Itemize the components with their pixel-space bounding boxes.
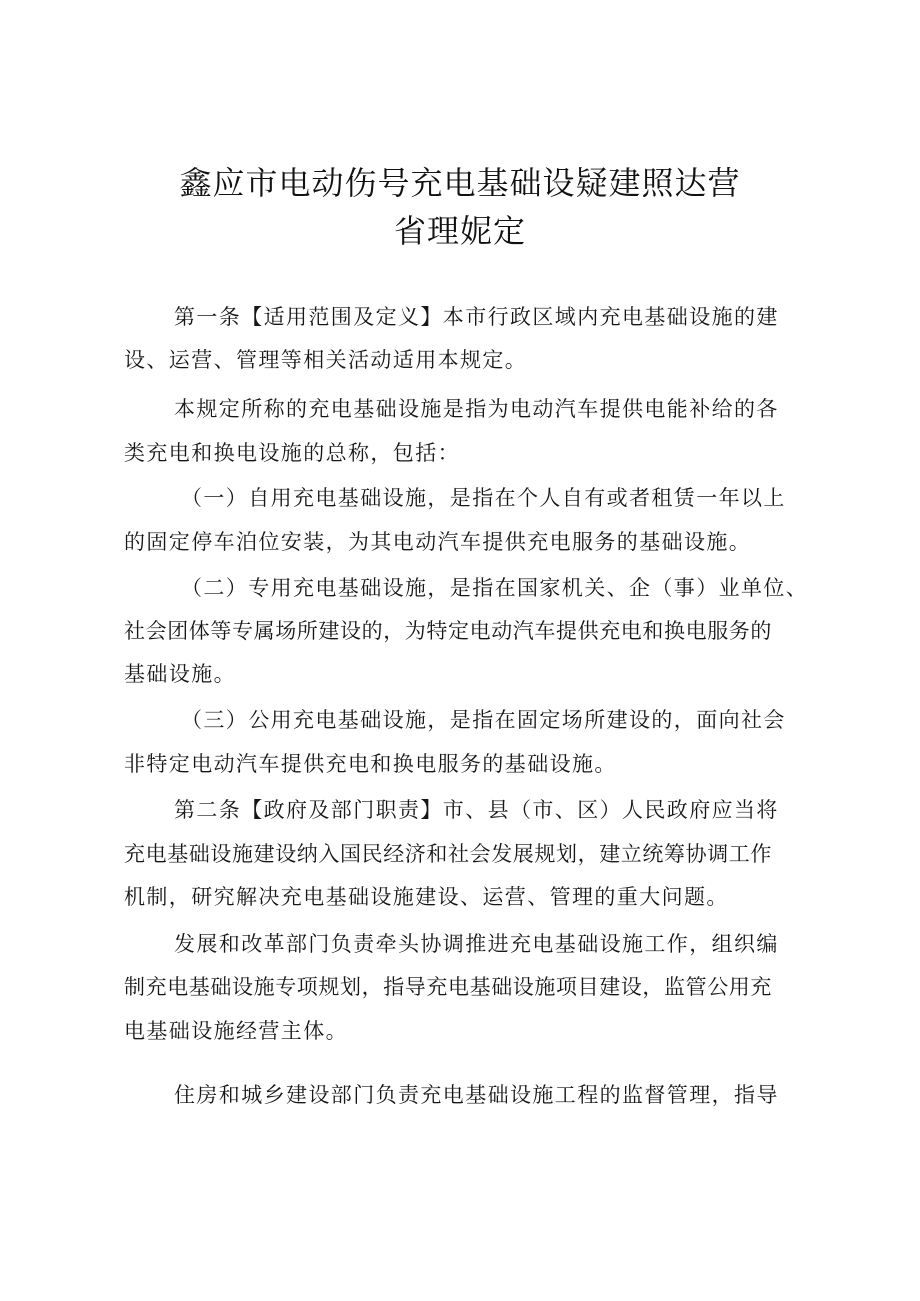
paragraph-line: （三）公用充电基础设施，是指在固定场所建设的，面向社会 xyxy=(181,708,786,732)
paragraph-line: 社会团体等专属场所建设的，为特定电动汽车提供充电和换电服务的 xyxy=(124,619,772,643)
paragraph-line: 机制，研究解决充电基础设施建设、运营、管理的重大问题。 xyxy=(124,885,729,909)
paragraph-line: 制充电基础设施专项规划，指导充电基础设施项目建设，监管公用充 xyxy=(124,975,772,999)
document-title-line-2: 省理妮定 xyxy=(393,212,526,250)
paragraph-line: （一）自用充电基础设施，是指在个人自有或者租赁一年以上 xyxy=(181,486,786,510)
paragraph-line: 的固定停车泊位安装，为其电动汽车提供充电服务的基础设施。 xyxy=(124,530,752,554)
paragraph-line: 第二条【政府及部门职责】市、县（市、区）人民政府应当将 xyxy=(174,798,779,822)
paragraph-line: 住房和城乡建设部门负责充电基础设施工程的监督管理，指导 xyxy=(174,1083,779,1107)
document-title-line-1: 鑫应市电动伤号充电基础设疑建照达营 xyxy=(179,164,741,202)
paragraph-line: 电基础设施经营主体。 xyxy=(124,1019,348,1043)
paragraph-line: （二）专用充电基础设施，是指在国家机关、企（事）业单位、 xyxy=(181,576,809,600)
paragraph-line: 本规定所称的充电基础设施是指为电动汽车提供电能补给的各 xyxy=(174,397,779,421)
paragraph-line: 基础设施。 xyxy=(124,662,236,686)
paragraph-line: 设、运营、管理等相关活动适用本规定。 xyxy=(124,348,528,372)
paragraph-line: 充电基础设施建设纳入国民经济和社会发展规划，建立统筹协调工作 xyxy=(124,842,772,866)
paragraph-line: 类充电和换电设施的总称，包括： xyxy=(124,441,460,465)
paragraph-line: 第一条【适用范围及定义】本市行政区域内充电基础设施的建 xyxy=(174,305,779,329)
paragraph-line: 非特定电动汽车提供充电和换电服务的基础设施。 xyxy=(124,752,617,776)
paragraph-line: 发展和改革部门负责牵头协调推进充电基础设施工作，组织编 xyxy=(174,932,779,956)
